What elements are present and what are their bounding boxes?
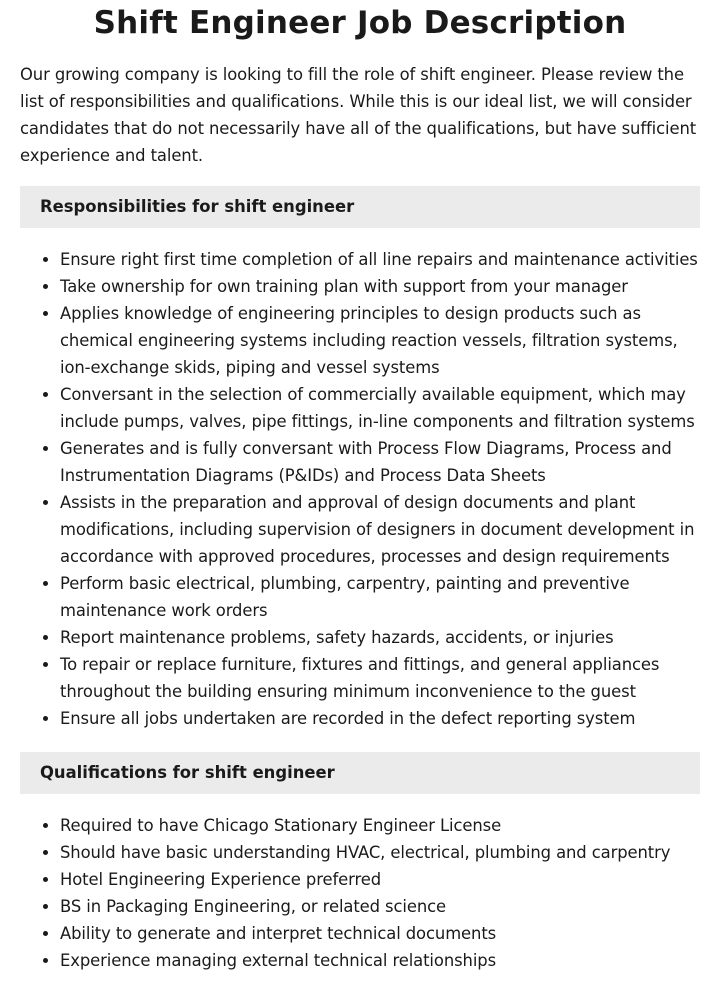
list-item: • Experience managing external technical relationships xyxy=(60,947,700,974)
list-item: • Should have basic understanding HVAC, electrical, plumbing and carpentry xyxy=(60,839,700,866)
list-item: • Hotel Engineering Experience preferred xyxy=(60,866,700,893)
page-title: Shift Engineer Job Description xyxy=(93,5,627,41)
list-item: • Ensure right first time completion of all line repairs and maintenance activities xyxy=(60,246,700,273)
list-item: • BS in Packaging Engineering, or related science xyxy=(60,893,700,920)
responsibilities-heading: Responsibilities for shift engineer xyxy=(20,186,700,228)
list-item: • Generates and is fully conversant with Process Flow Diagrams, Process and Instrumentation Diagrams (P&IDs) and Process Data Sheets xyxy=(60,435,700,489)
list-item: • Assists in the preparation and approval of design documents and plant modifications, including supervision of designers in document development in accordance with approved procedures, processes and design requirements xyxy=(60,489,700,570)
list-item: • Perform basic electrical, plumbing, carpentry, painting and preventive maintenance work orders xyxy=(60,570,700,624)
qualifications-heading: Qualifications for shift engineer xyxy=(20,752,700,794)
list-item: • Required to have Chicago Stationary Engineer License xyxy=(60,812,700,839)
qualifications-list xyxy=(20,812,700,974)
list-item: • Take ownership for own training plan with support from your manager xyxy=(60,273,700,300)
list-item: • To repair or replace furniture, fixtures and fittings, and general appliances throughout the building ensuring minimum inconvenience to the guest xyxy=(60,651,700,705)
intro-paragraph: Our growing company is looking to fill the role of shift engineer. Please review the list of responsibilities and qualifications. While this is our ideal list, we will consider candidates that do not necessarily have all of the qualifications, but have sufficient experience and talent. xyxy=(20,65,697,165)
list-item: • Applies knowledge of engineering principles to design products such as chemical engineering systems including reaction vessels, filtration systems, ion-exchange skids, piping and vessel systems xyxy=(60,300,700,381)
list-item: • Report maintenance problems, safety hazards, accidents, or injuries xyxy=(60,624,700,651)
list-item: • Conversant in the selection of commercially available equipment, which may include pumps, valves, pipe fittings, in-line components and filtration systems xyxy=(60,381,700,435)
list-item: • Ability to generate and interpret technical documents xyxy=(60,920,700,947)
responsibilities-list xyxy=(20,246,700,732)
list-item: • Ensure all jobs undertaken are recorded in the defect reporting system xyxy=(60,705,700,732)
